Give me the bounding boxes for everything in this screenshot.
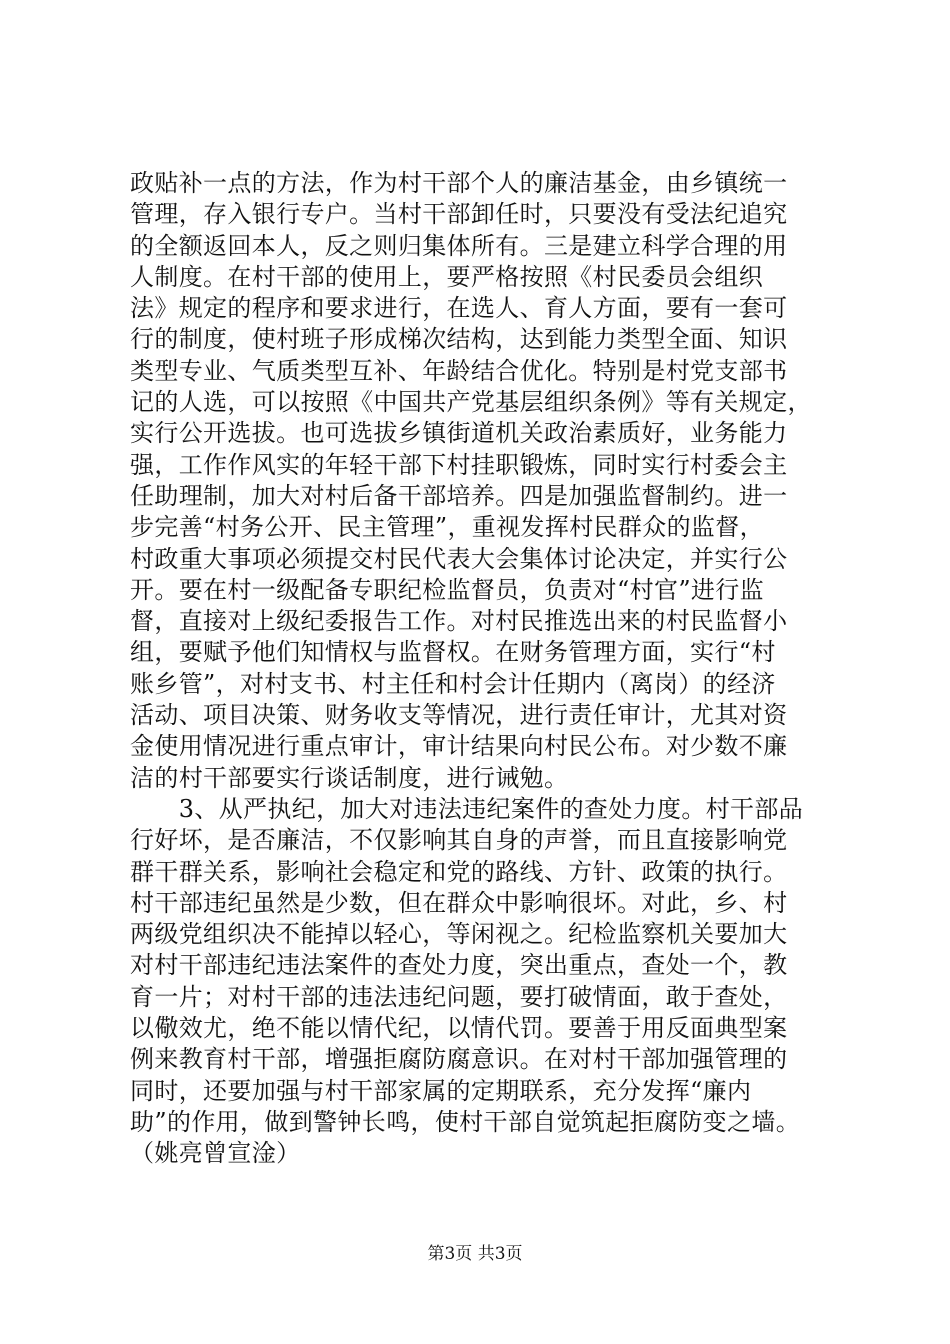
text-line: 记的人选，可以按照《中国共产党基层组织条例》等有关规定， (130, 388, 812, 417)
text-line: 强，工作作风实的年轻干部下村挂职锻炼，同时实行村委会主 (130, 450, 788, 479)
text-line: 同时，还要加强与村干部家属的定期联系，充分发挥“廉内 (130, 1076, 752, 1105)
text-line: 任助理制，加大对村后备干部培养。四是加强监督制约。进一 (130, 481, 788, 510)
text-line: 村政重大事项必须提交村民代表大会集体讨论决定，并实行公 (130, 544, 788, 573)
text-line: 督，直接对上级纪委报告工作。对村民推选出来的村民监督小 (130, 607, 788, 636)
text-line: 对村干部违纪违法案件的查处力度，突出重点，查处一个，教 (130, 951, 788, 980)
text-line: 法》规定的程序和要求进行，在选人、育人方面，要有一套可 (130, 294, 788, 323)
text-line: 两级党组织决不能掉以轻心，等闲视之。纪检监察机关要加大 (130, 920, 788, 949)
document-body (130, 168, 840, 1170)
text-line: 例来教育村干部，增强拒腐防腐意识。在对村干部加强管理的 (130, 1045, 788, 1074)
text-line: 实行公开选拔。也可选拔乡镇街道机关政治素质好，业务能力 (130, 419, 788, 448)
page-number: 第3页 共3页 (427, 1244, 523, 1264)
text-line: 村干部违纪虽然是少数，但在群众中影响很坏。对此，乡、村 (130, 888, 788, 917)
text-line: 类型专业、气质类型互补、年龄结合优化。特别是村党支部书 (130, 356, 788, 385)
text-line: 行好坏，是否廉洁，不仅影响其自身的声誉，而且直接影响党 (130, 826, 788, 855)
text-line: 育一片；对村干部的违法违纪问题，要打破情面，敢于查处， (130, 982, 788, 1011)
page-footer (0, 1243, 950, 1265)
text-line: 3、从严执纪，加大对违法违纪案件的查处力度。村干部品 (130, 794, 804, 823)
text-line: 组，要赋予他们知情权与监督权。在财务管理方面，实行“村 (130, 638, 776, 667)
text-line: 账乡管”，对村支书、村主任和村会计任期内（离岗）的经济 (130, 669, 776, 698)
text-line: 的全额返回本人，反之则归集体所有。三是建立科学合理的用 (130, 231, 788, 260)
text-line: 活动、项目决策、财务收支等情况，进行责任审计，尤其对资 (130, 701, 788, 730)
text-line: （姚亮曾宣淦） (130, 1139, 301, 1168)
text-line: 步完善“村务公开、民主管理”，重视发挥村民群众的监督， (130, 513, 764, 542)
text-line: 金使用情况进行重点审计，审计结果向村民公布。对少数不廉 (130, 732, 788, 761)
text-line: 助”的作用，做到警钟长鸣，使村干部自觉筑起拒腐防变之墙。 (130, 1107, 801, 1136)
text-line: 洁的村干部要实行谈话制度，进行诫勉。 (130, 763, 569, 792)
text-line: 开。要在村一级配备专职纪检监督员，负责对“村官”进行监 (130, 575, 764, 604)
text-line: 政贴补一点的方法，作为村干部个人的廉洁基金，由乡镇统一 (130, 169, 788, 197)
text-line: 行的制度，使村班子形成梯次结构，达到能力类型全面、知识 (130, 325, 788, 354)
text-line: 人制度。在村干部的使用上，要严格按照《村民委员会组织 (130, 262, 764, 291)
text-line: 管理，存入银行专户。当村干部卸任时，只要没有受法纪追究 (130, 200, 788, 229)
text-line: 群干群关系，影响社会稳定和党的路线、方针、政策的执行。 (130, 857, 788, 886)
text-line: 以儆效尤，绝不能以情代纪，以情代罚。要善于用反面典型案 (130, 1014, 788, 1043)
